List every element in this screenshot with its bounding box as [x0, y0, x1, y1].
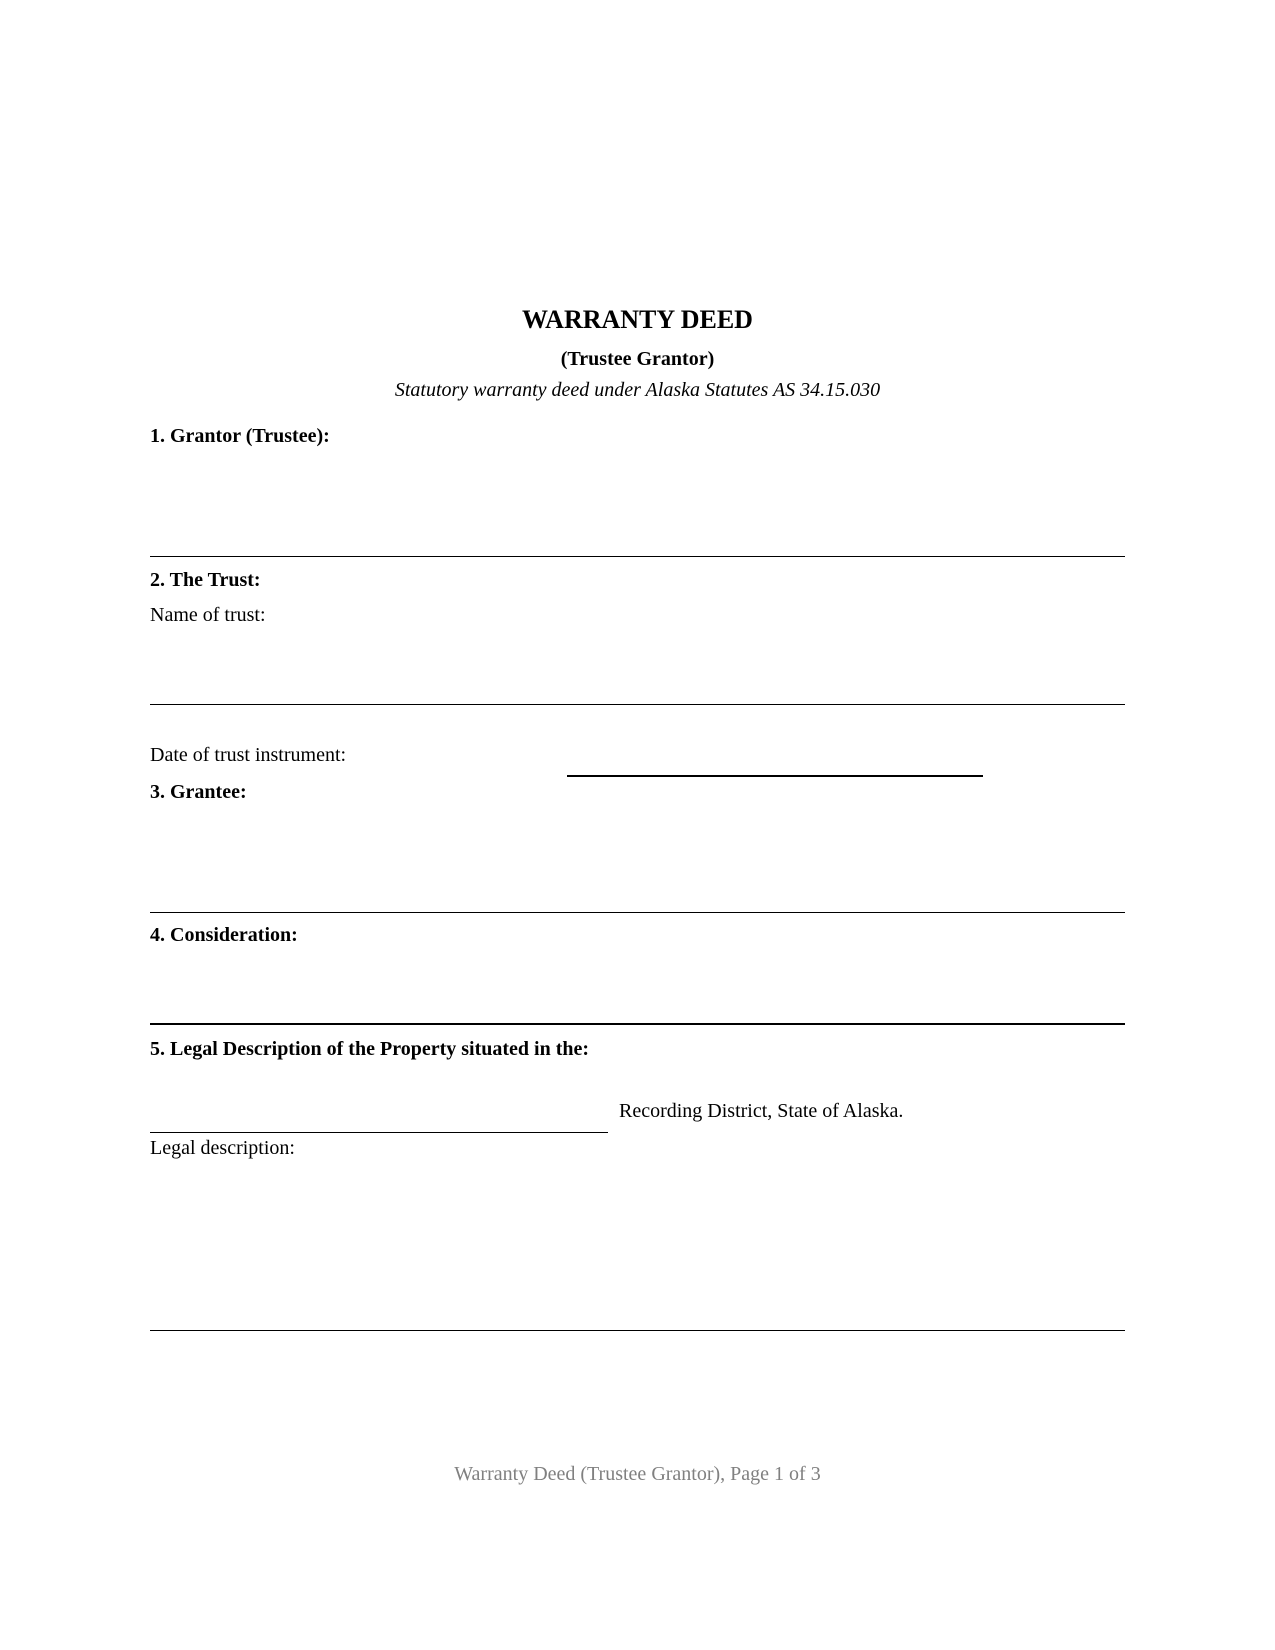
- legal-description-heading: 5. Legal Description of the Property situated in the:: [150, 1038, 590, 1060]
- statute-reference: Statutory warranty deed under Alaska Statutes AS 34.15.030: [394, 379, 881, 401]
- grantee-heading: 3. Grantee:: [150, 781, 247, 803]
- grantor-heading: 1. Grantor (Trustee):: [150, 425, 330, 447]
- trust-name-field-line[interactable]: [150, 704, 1125, 705]
- grantor-field-line[interactable]: [150, 556, 1125, 557]
- trust-heading: 2. The Trust:: [150, 569, 261, 591]
- recording-district-field-line[interactable]: [150, 1132, 608, 1133]
- legal-description-label: Legal description:: [150, 1137, 295, 1159]
- consideration-field-line[interactable]: [150, 1023, 1125, 1025]
- recording-district-suffix: Recording District, State of Alaska.: [619, 1100, 904, 1122]
- page-footer: Warranty Deed (Trustee Grantor), Page 1 of 3: [454, 1463, 821, 1485]
- document-subtitle: (Trustee Grantor): [560, 348, 715, 370]
- consideration-heading: 4. Consideration:: [150, 924, 298, 946]
- document-title: WARRANTY DEED: [522, 305, 753, 334]
- grantee-field-line[interactable]: [150, 912, 1125, 913]
- trust-date-field-line[interactable]: [567, 775, 983, 777]
- legal-description-field-line[interactable]: [150, 1330, 1125, 1331]
- trust-name-label: Name of trust:: [150, 604, 266, 626]
- trust-date-label: Date of trust instrument:: [150, 744, 347, 766]
